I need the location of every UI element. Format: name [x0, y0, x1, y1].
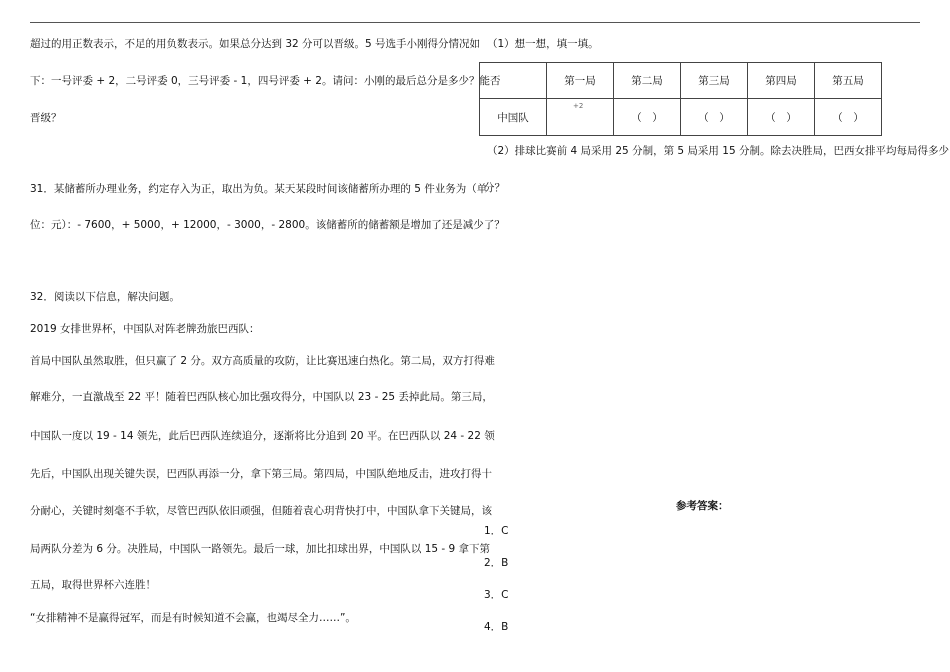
q31-line-1: 31．某储蓄所办理业务，约定存入为正，取出为负。某天某段时间该储蓄所办理的 5 件业务为（单 — [30, 183, 488, 195]
game-1-note: +2 — [573, 102, 584, 110]
score-table-china-row — [480, 99, 882, 136]
quote-line: “女排精神不是赢得冠军，而是有时候知道不会赢，也竭尽全力……”。 — [30, 612, 356, 624]
q30-line-1: 超过的用正数表示，不足的用负数表示。如果总分达到 32 分可以晋级。5 号选手小刚得分情况如 — [30, 38, 481, 50]
header-game-2: 第二局 — [614, 63, 681, 99]
passage-line-3: 中国队一度以 19 - 14 领先，此后巴西队连续追分，逐渐将比分追到 20 平。在巴西队以 24 - 22 领 — [30, 430, 495, 442]
row-label-china: 中国队 — [480, 99, 547, 136]
q32-part2-line-2: 分？ — [484, 182, 505, 194]
q32-intro: 2019 女排世界杯，中国队对阵老牌劲旅巴西队： — [30, 323, 260, 335]
answer-1: 1．C — [484, 525, 509, 537]
passage-line-7: 五局，取得世界杯六连胜！ — [30, 579, 156, 591]
game-1-score-cell — [547, 99, 614, 136]
game-3-blank: （ ） — [681, 99, 748, 136]
passage-line-2: 解难分，一直激战至 22 平！随着巴西队核心加比强攻得分，中国队以 23 - 25 丢掉此局。第三局， — [30, 391, 493, 403]
passage-line-4: 先后，中国队出现关键失误，巴西队再添一分，拿下第三局。第四局，中国队绝地反击，进攻打得十 — [30, 468, 492, 480]
header-game-1: 第一局 — [547, 63, 614, 99]
passage-line-1: 首局中国队虽然取胜，但只赢了 2 分。双方高质量的攻防，让比赛迅速白热化。第二局，双方打得难 — [30, 355, 495, 367]
q30-line-2: 下：一号评委 + 2，二号评委 0，三号评委 - 1，四号评委 + 2。请问：小刚的最后总分是多少？能否 — [30, 75, 501, 87]
header-game-4: 第四局 — [748, 63, 815, 99]
q32-part2-line-1: （2）排球比赛前 4 局采用 25 分制，第 5 局采用 15 分制。除去决胜局，巴西女排平均每局得多少 — [487, 145, 949, 157]
passage-line-5: 分耐心，关键时刻毫不手软，尽管巴西队依旧顽强，但随着袁心玥背快打中，中国队拿下关键局，该 — [30, 505, 492, 517]
game-4-blank: （ ） — [748, 99, 815, 136]
header-empty-cell — [480, 63, 547, 99]
q32-part1-prompt: （1）想一想，填一填。 — [487, 38, 599, 50]
game-5-blank: （ ） — [815, 99, 882, 136]
header-game-5: 第五局 — [815, 63, 882, 99]
passage-line-6: 局两队分差为 6 分。决胜局，中国队一路领先。最后一球，加比扣球出界，中国队以 15 - 9 拿下第 — [30, 543, 491, 555]
q32-heading: 32．阅读以下信息，解决问题。 — [30, 291, 180, 303]
answer-2: 2．B — [484, 557, 509, 569]
top-rule — [30, 22, 920, 23]
q31-line-2: 位：元）：- 7600，+ 5000，+ 12000，- 3000，- 2800。该储蓄所的储蓄额是增加了还是减少了？ — [30, 219, 505, 231]
header-game-3: 第三局 — [681, 63, 748, 99]
game-2-blank: （ ） — [614, 99, 681, 136]
answer-3: 3．C — [484, 589, 509, 601]
score-table — [479, 62, 882, 136]
answer-4: 4．B — [484, 621, 509, 633]
q30-line-3: 晋级？ — [30, 112, 62, 124]
score-table-header-row — [480, 63, 882, 99]
answers-title: 参考答案： — [676, 500, 729, 512]
